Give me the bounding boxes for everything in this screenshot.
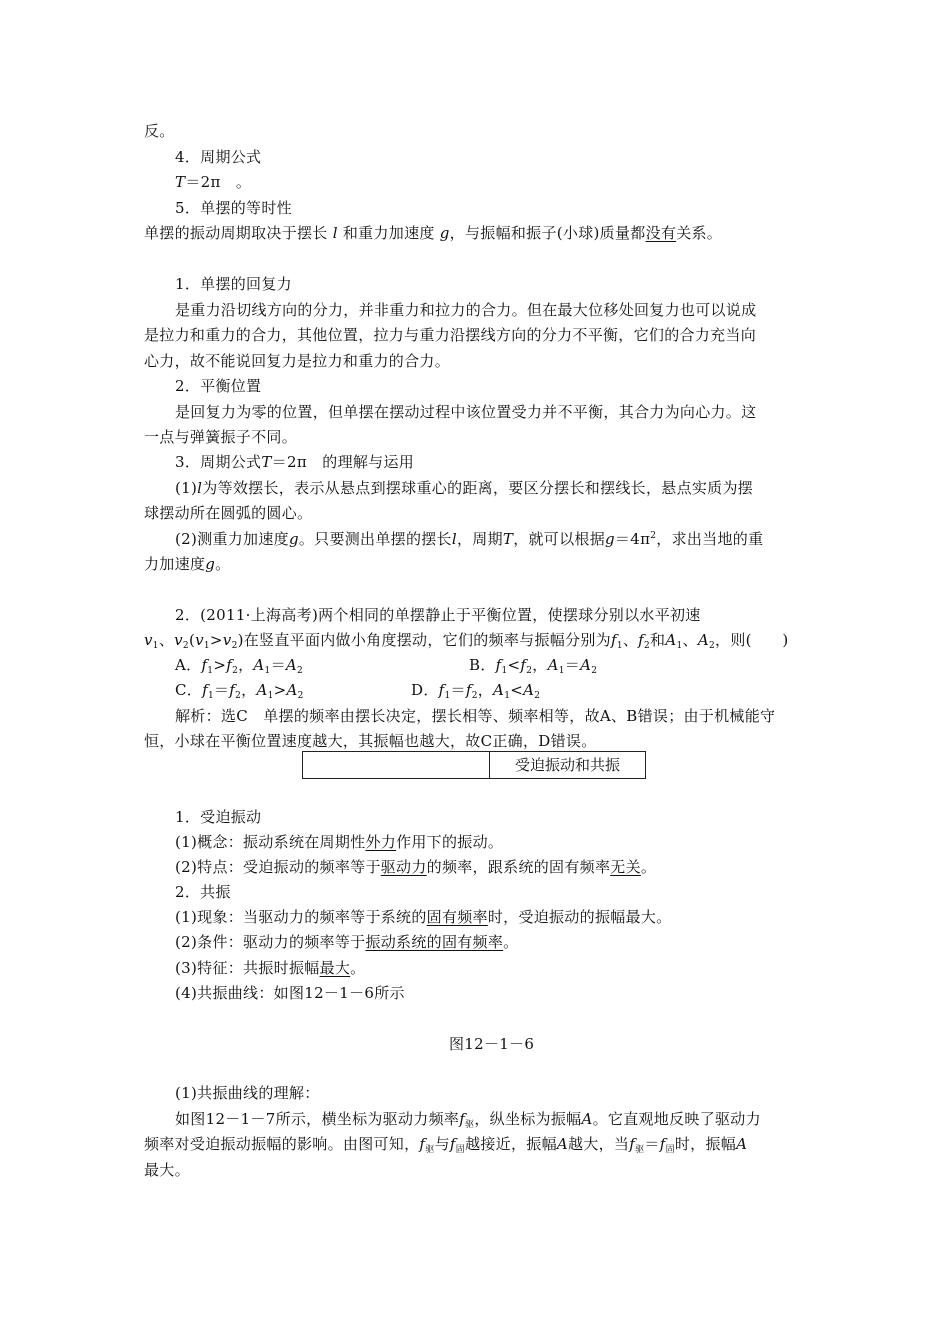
text-line: 反。 [144, 122, 175, 140]
text-line: (3)特征：共振时振幅最大。 [175, 959, 366, 977]
figure-caption: 图12－1－6 [449, 1035, 535, 1053]
option-c: C．$f_1=f_2$，$A_1>A_2$ [175, 681, 304, 701]
question-text: $v_1$、$v_2(v_1>v_2)$在竖直平面内做小角度摆动，它们的频率与振幅分别为$f_1$、$f_2$和$A_1$、$A_2$，则( ) [144, 631, 789, 651]
text-line: (2)条件：驱动力的频率等于振动系统的固有频率。 [175, 933, 519, 951]
text-line: 频率对受迫振动振幅的影响。由图可知，$f_驱$与$f_固$越接近，振幅A越大，当$f_驱=f_固$时，振幅A [144, 1135, 748, 1155]
text-line: (2)测重力加速度g。只要测出单摆的摆长l，周期T，就可以根据$g=4\pi^2$，求出当地的重 [175, 530, 764, 548]
text-line: 是回复力为零的位置，但单摆在摆动过程中该位置受力并不平衡，其合力为向心力。这 [175, 403, 757, 421]
section-title-box [302, 751, 646, 779]
text-line: 是拉力和重力的合力，其他位置，拉力与重力沿摆线方向的分力不平衡，它们的合力充当向 [144, 326, 757, 344]
text-line: (1)共振曲线的理解： [175, 1084, 320, 1102]
text-line: 力加速度g。 [144, 555, 231, 573]
text-line: 最大。 [144, 1161, 190, 1179]
text-line: (1)现象：当驱动力的频率等于系统的固有频率时，受迫振动的振幅最大。 [175, 908, 672, 926]
text-line: (1)l为等效摆长，表示从悬点到摆球重心的距离，要区分摆长和摆线长，悬点实质为摆 [175, 479, 754, 497]
text-line: 球摆动所在圆弧的圆心。 [144, 504, 313, 522]
text-line: 单摆的振动周期取决于摆长 l 和重力加速度 g，与振幅和振子(小球)质量都没有关系。 [144, 224, 723, 242]
text-line: (2)特点：受迫振动的频率等于驱动力的频率，跟系统的固有频率无关。 [175, 858, 657, 876]
section-heading: 1．受迫振动 [175, 808, 262, 826]
text-line: 是重力沿切线方向的分力，并非重力和拉力的合力。但在最大位移处回复力也可以说成 [175, 301, 757, 319]
option-b: B．$f_1<f_2$，$A_1=A_2$ [469, 656, 598, 676]
text-line: 一点与弹簧振子不同。 [144, 428, 298, 446]
section-heading: 5．单摆的等时性 [175, 199, 292, 217]
section-heading: 3．周期公式T＝2π 的理解与运用 [175, 453, 415, 471]
answer-analysis: 恒，小球在平衡位置速度越大，其振幅也越大，故C正确，D错误。 [144, 732, 597, 750]
answer-analysis: 解析：选C 单摆的频率由摆长决定，摆长相等、频率相等，故A、B错误；由于机械能守 [175, 707, 776, 725]
text-line: (4)共振曲线：如图12－1－6所示 [175, 984, 405, 1002]
section-title: 受迫振动和共振 [514, 756, 620, 774]
section-heading: 4．周期公式 [175, 148, 262, 166]
section-title-blank-cell [303, 752, 490, 778]
section-heading: 2．共振 [175, 883, 231, 901]
text-line: 心力，故不能说回复力是拉力和重力的合力。 [144, 352, 451, 370]
section-heading: 1．单摆的回复力 [175, 275, 292, 293]
option-a: A．$f_1>f_2$，$A_1=A_2$ [175, 656, 304, 676]
option-d: D．$f_1=f_2$，$A_1<A_2$ [411, 681, 541, 701]
text-line: 如图12－1－7所示，横坐标为驱动力频率$f_驱$，纵坐标为振幅A。它直观地反映了驱动力 [175, 1110, 761, 1130]
question-text: 2．(2011·上海高考)两个相同的单摆静止于平衡位置，使摆球分别以水平初速 [175, 606, 701, 624]
formula-line: T＝2π 。 [175, 173, 252, 191]
section-heading: 2．平衡位置 [175, 377, 262, 395]
text-line: (1)概念：振动系统在周期性外力作用下的振动。 [175, 833, 504, 851]
